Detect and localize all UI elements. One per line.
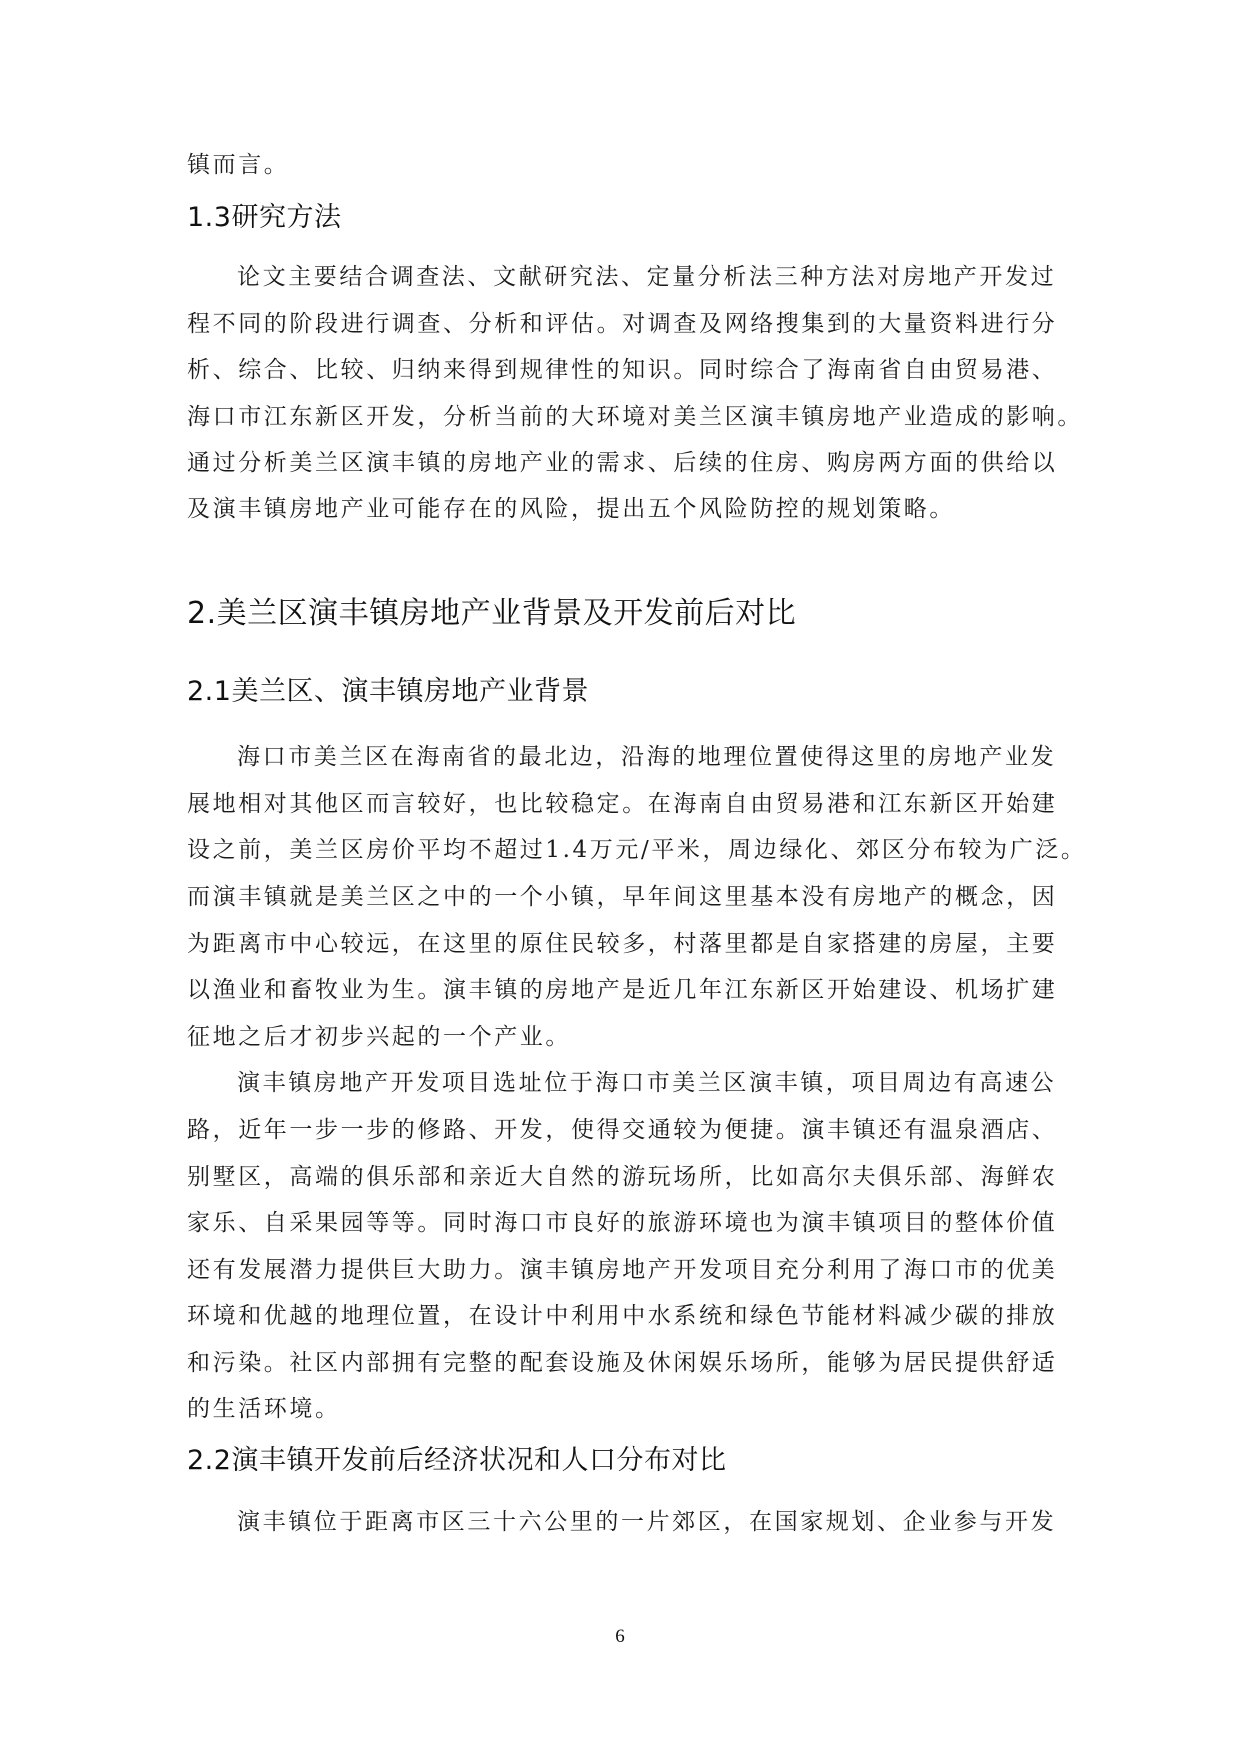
- paragraph-line: 论文主要结合调查法、文献研究法、定量分析法三种方法对房地产开发过: [237, 264, 1057, 290]
- paragraph-line: 别墅区，高端的俱乐部和亲近大自然的游玩场所，比如高尔夫俱乐部、海鲜农: [187, 1164, 1058, 1190]
- paragraph-line: 为距离市中心较远，在这里的原住民较多，村落里都是自家搭建的房屋，主要: [187, 931, 1058, 957]
- paragraph-line: 设之前，美兰区房价平均不超过1.4万元/平米，周边绿化、郊区分布较为广泛。: [187, 837, 1087, 863]
- paragraph-line: 还有发展潜力提供巨大助力。演丰镇房地产开发项目充分利用了海口市的优美: [187, 1257, 1058, 1283]
- paragraph-line: 析、综合、比较、归纳来得到规律性的知识。同时综合了海南省自由贸易港、: [187, 357, 1058, 383]
- section-heading-1-3: 1.3研究方法: [187, 202, 342, 233]
- paragraph-line: 海口市美兰区在海南省的最北边，沿海的地理位置使得这里的房地产业发: [237, 744, 1057, 770]
- paragraph-line: 展地相对其他区而言较好，也比较稳定。在海南自由贸易港和江东新区开始建: [187, 791, 1058, 817]
- paragraph-line: 镇而言。: [187, 152, 290, 178]
- paragraph-line: 演丰镇房地产开发项目选址位于海口市美兰区演丰镇，项目周边有高速公: [237, 1070, 1057, 1096]
- paragraph-line: 及演丰镇房地产业可能存在的风险，提出五个风险防控的规划策略。: [187, 496, 955, 522]
- paragraph-line: 以渔业和畜牧业为生。演丰镇的房地产是近几年江东新区开始建设、机场扩建: [187, 977, 1058, 1003]
- paragraph-line: 通过分析美兰区演丰镇的房地产业的需求、后续的住房、购房两方面的供给以: [187, 450, 1058, 476]
- chapter-heading-2: 2.美兰区演丰镇房地产业背景及开发前后对比: [187, 596, 797, 631]
- paragraph-line: 家乐、自采果园等等。同时海口市良好的旅游环境也为演丰镇项目的整体价值: [187, 1210, 1058, 1236]
- paragraph-line: 的生活环境。: [187, 1396, 341, 1422]
- section-heading-2-1: 2.1美兰区、演丰镇房地产业背景: [187, 676, 589, 707]
- section-heading-2-2: 2.2演丰镇开发前后经济状况和人口分布对比: [187, 1445, 727, 1476]
- paragraph-line: 和污染。社区内部拥有完整的配套设施及休闲娱乐场所，能够为居民提供舒适: [187, 1350, 1058, 1376]
- paragraph-line: 路，近年一步一步的修路、开发，使得交通较为便捷。演丰镇还有温泉酒店、: [187, 1117, 1058, 1143]
- paragraph-line: 而演丰镇就是美兰区之中的一个小镇，早年间这里基本没有房地产的概念，因: [187, 884, 1058, 910]
- page-number: 6: [615, 1626, 625, 1647]
- paragraph-line: 环境和优越的地理位置，在设计中利用中水系统和绿色节能材料减少碳的排放: [187, 1303, 1058, 1329]
- paragraph-line: 演丰镇位于距离市区三十六公里的一片郊区，在国家规划、企业参与开发: [237, 1509, 1057, 1535]
- paragraph-line: 程不同的阶段进行调查、分析和评估。对调查及网络搜集到的大量资料进行分: [187, 311, 1058, 337]
- paragraph-line: 海口市江东新区开发，分析当前的大环境对美兰区演丰镇房地产业造成的影响。: [187, 404, 1083, 430]
- paragraph-line: 征地之后才初步兴起的一个产业。: [187, 1024, 571, 1050]
